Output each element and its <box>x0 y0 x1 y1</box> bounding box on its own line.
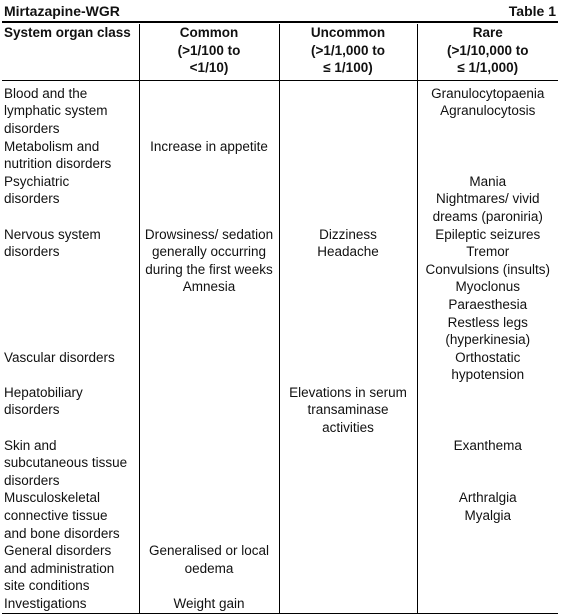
rare-cell <box>417 138 558 173</box>
column-header-rare <box>417 24 558 80</box>
rare-cell <box>417 595 558 613</box>
table-row <box>2 349 558 384</box>
cell-text-line: Vascular disorders <box>4 349 115 365</box>
table-row <box>2 542 558 595</box>
column-header-line: System organ class <box>4 25 131 40</box>
system-organ-class-cell <box>2 226 139 349</box>
cell-text-line: Arthralgia <box>458 490 517 506</box>
table-row <box>2 80 558 137</box>
common-cell <box>139 138 279 173</box>
uncommon-cell <box>279 542 417 595</box>
column-header-line: ≤ 1/100) <box>323 60 373 76</box>
common-cell <box>139 384 279 437</box>
cell-text-line: oedema <box>184 560 234 576</box>
cell-text-line: Skin and <box>4 437 57 453</box>
cell-text-line: Psychiatric <box>4 173 70 189</box>
cell-text-line: Nightmares/ vivid <box>435 191 540 207</box>
uncommon-cell <box>279 489 417 542</box>
cell-text-line: Granulocytopaenia <box>431 85 545 101</box>
table-title-bar <box>2 1 558 23</box>
table-row <box>2 595 558 613</box>
table-label: Table 1 <box>508 3 556 19</box>
uncommon-cell <box>279 384 417 437</box>
common-cell <box>139 173 279 226</box>
column-header-line: Uncommon <box>310 25 386 40</box>
common-cell <box>139 349 279 384</box>
uncommon-cell <box>279 595 417 613</box>
table-body <box>2 80 558 613</box>
cell-text-line: Generalised or local <box>148 543 270 559</box>
column-header-line: Rare <box>472 25 503 40</box>
uncommon-cell <box>279 138 417 173</box>
cell-text-line: disorders <box>4 191 60 207</box>
rare-cell <box>417 349 558 384</box>
cell-text-line: Agranulocytosis <box>440 103 536 119</box>
cell-text-line: lymphatic system <box>4 103 108 119</box>
table-row <box>2 437 558 490</box>
cell-text-line: generally occurring <box>151 244 267 260</box>
cell-text-line: disorders <box>4 402 60 418</box>
table-row <box>2 489 558 542</box>
cell-text-line: dreams (paroniria) <box>432 208 543 224</box>
system-organ-class-cell <box>2 384 139 437</box>
cell-text-line: transaminase <box>307 402 389 418</box>
rare-cell <box>417 384 558 437</box>
column-header-line: (>1/10,000 to <box>447 42 529 58</box>
cell-text-line: nutrition disorders <box>4 156 112 172</box>
cell-text-line: General disorders <box>4 543 112 559</box>
cell-text-line: Musculoskeletal <box>4 490 101 506</box>
drug-title: Mirtazapine-WGR <box>4 3 120 19</box>
cell-text-line: Mania <box>469 173 507 189</box>
column-header-line: <1/10) <box>189 60 229 76</box>
common-cell <box>139 595 279 613</box>
cell-text-line: Hepatobiliary <box>4 384 83 400</box>
table-row <box>2 138 558 173</box>
column-header-line: (>1/100 to <box>177 42 241 58</box>
adverse-reactions-table <box>2 24 558 614</box>
cell-text-line: Drowsiness/ sedation <box>144 226 274 242</box>
uncommon-cell <box>279 226 417 349</box>
system-organ-class-cell <box>2 542 139 595</box>
rare-cell <box>417 542 558 595</box>
rare-cell <box>417 226 558 349</box>
cell-text-line: Myoclonus <box>455 279 521 295</box>
cell-text-line: Orthostatic <box>455 349 521 365</box>
table-header-row <box>2 24 558 80</box>
rare-cell <box>417 173 558 226</box>
uncommon-cell <box>279 80 417 137</box>
column-header-line: (>1/1,000 to <box>311 42 385 58</box>
cell-text-line: Increase in appetite <box>150 138 268 154</box>
system-organ-class-cell <box>2 138 139 173</box>
cell-text-line: Restless legs <box>447 314 528 330</box>
cell-text-line: Blood and the <box>4 85 88 101</box>
cell-text-line: hypotension <box>451 367 525 383</box>
uncommon-cell <box>279 173 417 226</box>
cell-text-line: disorders <box>4 120 60 136</box>
common-cell <box>139 226 279 349</box>
rare-cell <box>417 80 558 137</box>
common-cell <box>139 80 279 137</box>
system-organ-class-cell <box>2 349 139 384</box>
cell-text-line: Metabolism and <box>4 138 100 154</box>
system-organ-class-cell <box>2 489 139 542</box>
common-cell <box>139 437 279 490</box>
uncommon-cell <box>279 349 417 384</box>
cell-text-line: Investigations <box>4 596 87 611</box>
uncommon-cell <box>279 437 417 490</box>
common-cell <box>139 489 279 542</box>
cell-text-line: subcutaneous tissue <box>4 455 128 471</box>
system-organ-class-cell <box>2 80 139 137</box>
cell-text-line: Tremor <box>466 244 510 260</box>
column-header-system-organ-class <box>2 24 139 80</box>
cell-text-line: disorders <box>4 244 60 260</box>
cell-text-line: Dizziness <box>319 226 377 242</box>
cell-text-line: during the first weeks <box>145 261 273 277</box>
cell-text-line: connective tissue <box>4 508 108 524</box>
table-row <box>2 173 558 226</box>
cell-text-line: and bone disorders <box>4 525 120 541</box>
system-organ-class-cell <box>2 437 139 490</box>
cell-text-line: Nervous system <box>4 226 101 242</box>
cell-text-line: Amnesia <box>182 279 236 295</box>
cell-text-line: Epileptic seizures <box>435 226 541 242</box>
cell-text-line: disorders <box>4 472 60 488</box>
cell-text-line: activities <box>322 420 374 436</box>
system-organ-class-cell <box>2 595 139 613</box>
column-header-common <box>139 24 279 80</box>
rare-cell <box>417 489 558 542</box>
column-header-uncommon <box>279 24 417 80</box>
system-organ-class-cell <box>2 173 139 226</box>
column-header-line: Common <box>179 25 239 40</box>
cell-text-line: Myalgia <box>464 508 512 524</box>
cell-text-line: Weight gain <box>173 596 245 611</box>
common-cell <box>139 542 279 595</box>
cell-text-line: Paraesthesia <box>448 296 528 312</box>
cell-text-line: and administration <box>4 560 115 576</box>
rare-cell <box>417 437 558 490</box>
cell-text-line: (hyperkinesia) <box>445 332 531 348</box>
table-row <box>2 226 558 349</box>
cell-text-line: Elevations in serum <box>289 384 407 400</box>
column-header-line: ≤ 1/1,000) <box>457 60 519 76</box>
table-row <box>2 384 558 437</box>
cell-text-line: Exanthema <box>453 437 522 453</box>
cell-text-line: Headache <box>317 244 379 260</box>
cell-text-line: Convulsions (insults) <box>425 261 551 277</box>
cell-text-line: site conditions <box>4 578 90 594</box>
